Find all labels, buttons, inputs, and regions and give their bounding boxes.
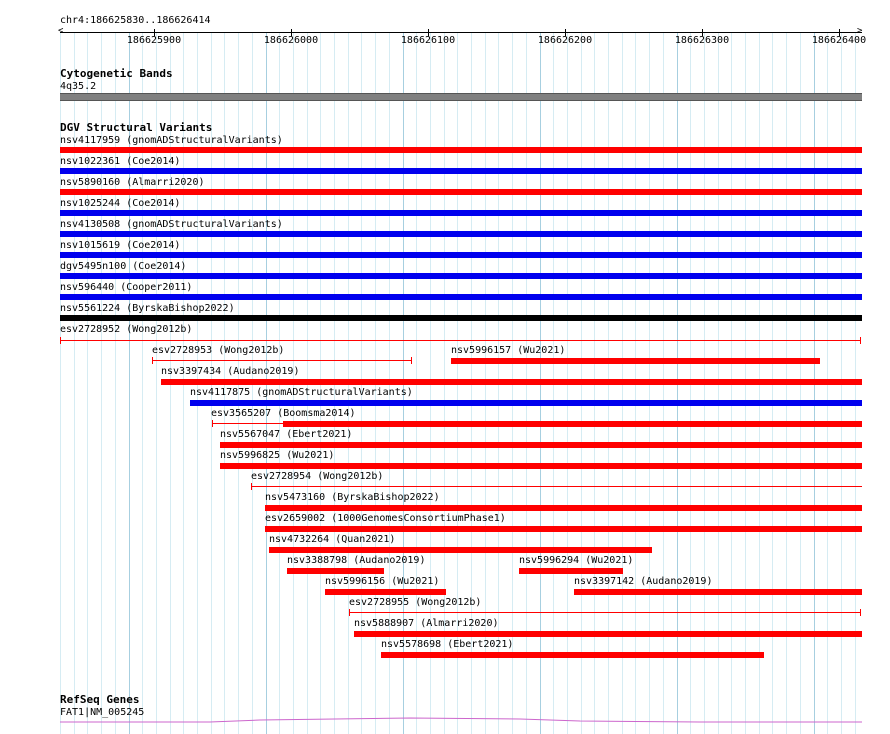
ruler-tick-label: 186625900	[126, 35, 182, 46]
variant-label[interactable]: nsv3397434 (Audano2019)	[161, 366, 300, 377]
variant-bar[interactable]	[60, 210, 862, 216]
variant-label[interactable]: nsv4117959 (gnomADStructuralVariants)	[60, 135, 283, 146]
variant-label[interactable]: nsv3388798 (Audano2019)	[287, 555, 426, 566]
ruler-tick-label: 186626300	[674, 35, 730, 46]
variant-bar[interactable]	[287, 568, 384, 574]
variant-bar[interactable]	[161, 379, 862, 385]
variant-bar[interactable]	[190, 400, 862, 406]
ruler-tick-label: 186626400	[811, 35, 867, 46]
variant-label[interactable]: nsv1025244 (Coe2014)	[60, 198, 181, 209]
variant-label[interactable]: dgv5495n100 (Coe2014)	[60, 261, 187, 272]
variant-label[interactable]: nsv5567047 (Ebert2021)	[220, 429, 353, 440]
variant-endpoint-tick	[152, 357, 153, 364]
ruler-tick-label: 186626000	[263, 35, 319, 46]
refseq-track-title: RefSeq Genes	[60, 693, 140, 706]
variant-bar[interactable]	[381, 652, 764, 658]
variant-label[interactable]: esv2728954 (Wong2012b)	[251, 471, 384, 482]
variant-endpoint-tick	[860, 337, 861, 344]
variant-bar[interactable]	[60, 273, 862, 279]
variant-endpoint-tick	[411, 357, 412, 364]
variant-label[interactable]: nsv4732264 (Quan2021)	[269, 534, 396, 545]
variant-bar[interactable]	[283, 421, 862, 427]
variant-endpoint-tick	[251, 483, 252, 490]
cytoband-track-title: Cytogenetic Bands	[60, 67, 173, 80]
variant-label[interactable]: nsv5996825 (Wu2021)	[220, 450, 335, 461]
variant-bar[interactable]	[60, 252, 862, 258]
variant-label[interactable]: nsv5996294 (Wu2021)	[519, 555, 634, 566]
variant-span-line[interactable]	[251, 486, 862, 487]
variant-endpoint-tick	[212, 420, 213, 427]
variant-label[interactable]: nsv5578698 (Ebert2021)	[381, 639, 514, 650]
variant-bar[interactable]	[60, 315, 862, 321]
ruler-right-arrow-icon: >	[857, 26, 863, 36]
variant-label[interactable]: nsv3397142 (Audano2019)	[574, 576, 713, 587]
variant-label[interactable]: nsv5888907 (Almarri2020)	[354, 618, 499, 629]
ruler-left-arrow-icon: <	[58, 26, 64, 36]
variant-bar[interactable]	[60, 168, 862, 174]
ruler-tick-label: 186626200	[537, 35, 593, 46]
variant-span-line[interactable]	[152, 360, 411, 361]
variant-bar[interactable]	[60, 294, 862, 300]
cytoband-bar[interactable]	[60, 93, 862, 101]
variant-bar[interactable]	[519, 568, 623, 574]
ruler-tick-label: 186626100	[400, 35, 456, 46]
variant-bar[interactable]	[265, 505, 862, 511]
variant-endpoint-tick	[60, 337, 61, 344]
variant-label[interactable]: nsv596440 (Cooper2011)	[60, 282, 193, 293]
variant-label[interactable]: nsv5890160 (Almarri2020)	[60, 177, 205, 188]
variant-label[interactable]: esv2659002 (1000GenomesConsortiumPhase1)	[265, 513, 506, 524]
variant-bar[interactable]	[574, 589, 862, 595]
variant-label[interactable]: nsv5473160 (ByrskaBishop2022)	[265, 492, 440, 503]
variant-bar[interactable]	[265, 526, 862, 532]
variant-label[interactable]: esv2728955 (Wong2012b)	[349, 597, 482, 608]
variant-label[interactable]: esv3565207 (Boomsma2014)	[211, 408, 356, 419]
variant-endpoint-tick	[860, 609, 861, 616]
variant-bar[interactable]	[220, 442, 862, 448]
ruler-axis-line	[60, 32, 862, 33]
variant-label[interactable]: nsv4117875 (gnomADStructuralVariants)	[190, 387, 413, 398]
variant-label[interactable]: nsv5996157 (Wu2021)	[451, 345, 566, 356]
variant-bar[interactable]	[60, 189, 862, 195]
variant-bar[interactable]	[60, 231, 862, 237]
variant-bar[interactable]	[451, 358, 820, 364]
variant-bar[interactable]	[60, 147, 862, 153]
variant-span-line[interactable]	[212, 423, 283, 424]
variant-label[interactable]: nsv5561224 (ByrskaBishop2022)	[60, 303, 235, 314]
variant-endpoint-tick	[349, 609, 350, 616]
dgv-track-title: DGV Structural Variants	[60, 121, 213, 134]
variant-bar[interactable]	[354, 631, 862, 637]
variant-span-line[interactable]	[60, 340, 860, 341]
variant-bar[interactable]	[269, 547, 652, 553]
variant-bar[interactable]	[220, 463, 862, 469]
variant-span-line[interactable]	[349, 612, 860, 613]
variant-label[interactable]: nsv4130508 (gnomADStructuralVariants)	[60, 219, 283, 230]
variant-bar[interactable]	[325, 589, 446, 595]
variant-label[interactable]: nsv1022361 (Coe2014)	[60, 156, 181, 167]
locus-label: chr4:186625830..186626414	[60, 15, 211, 26]
variant-label[interactable]: esv2728953 (Wong2012b)	[152, 345, 285, 356]
variant-label[interactable]: esv2728952 (Wong2012b)	[60, 324, 193, 335]
variant-label[interactable]: nsv5996156 (Wu2021)	[325, 576, 440, 587]
refseq-gene-label: FAT1|NM_005245	[60, 707, 145, 718]
cytoband-label: 4q35.2	[60, 81, 97, 92]
variant-label[interactable]: nsv1015619 (Coe2014)	[60, 240, 181, 251]
refseq-gene-line[interactable]	[60, 716, 862, 726]
gene-exon-line	[60, 718, 862, 722]
